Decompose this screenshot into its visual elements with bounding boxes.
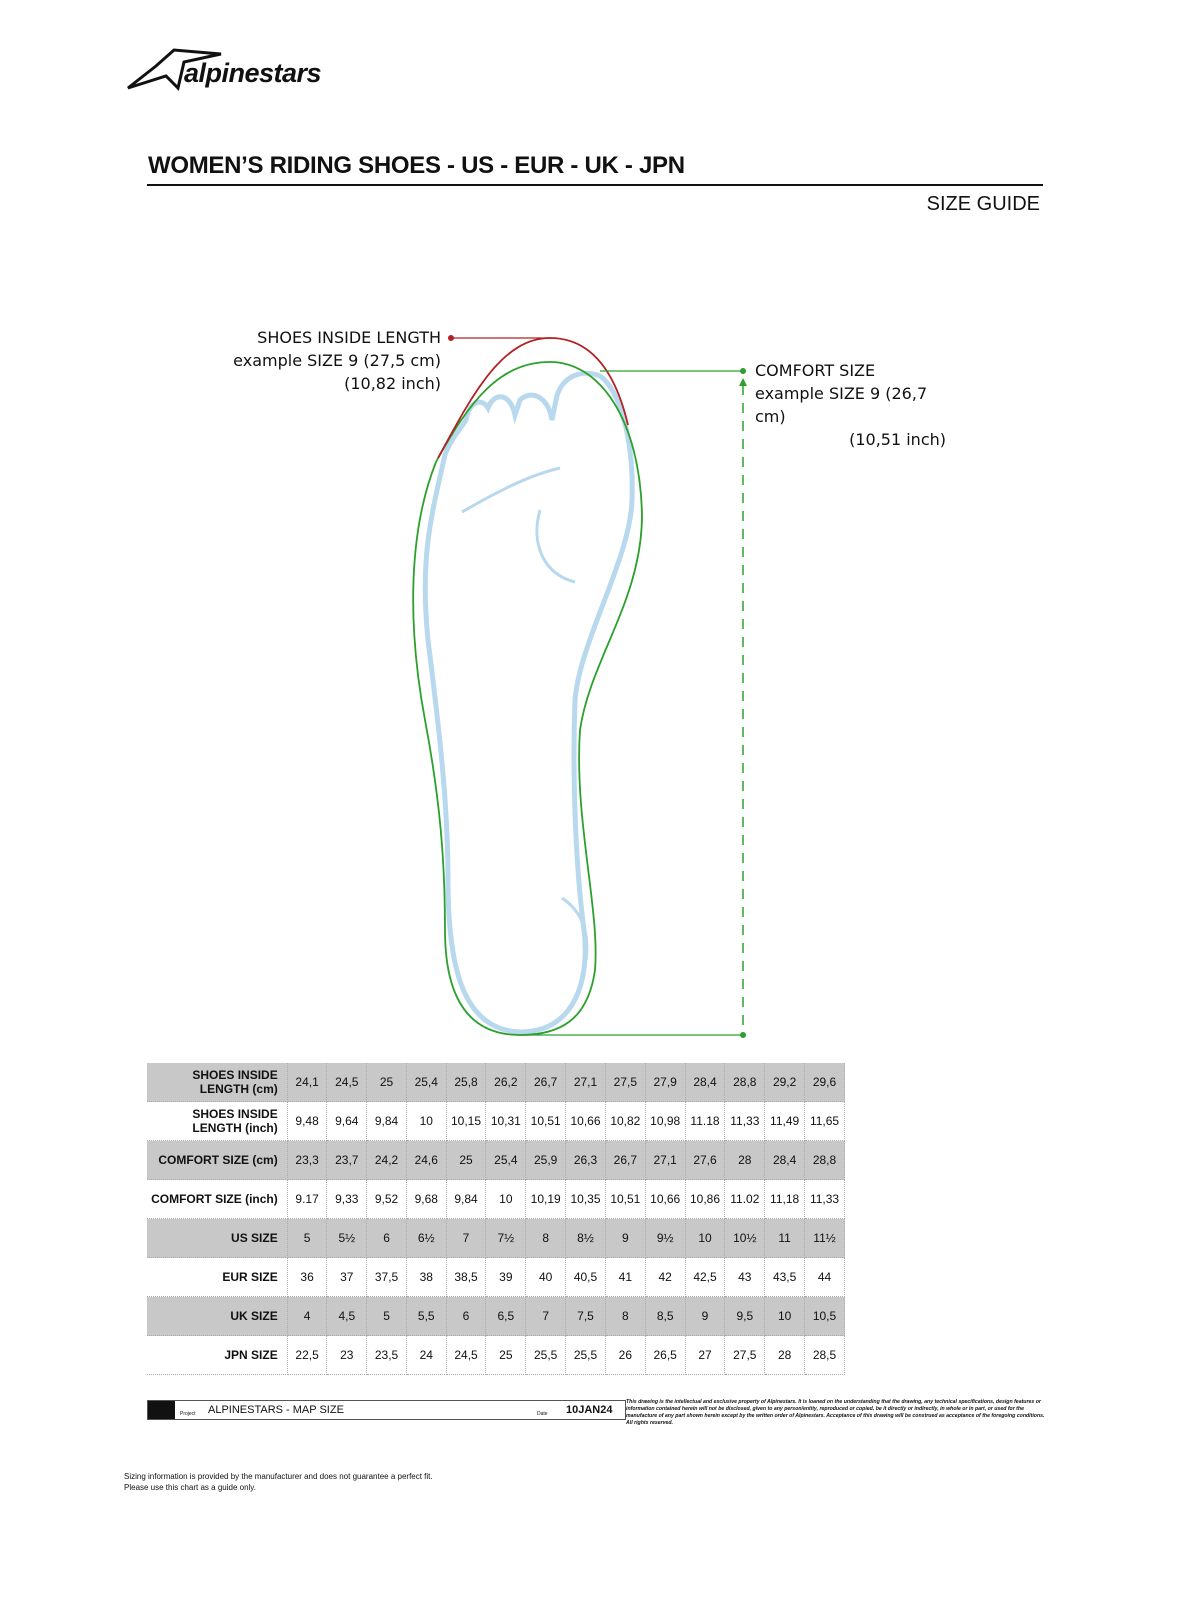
table-cell: 25,8	[446, 1063, 486, 1102]
table-cell: 7	[446, 1219, 486, 1258]
disclaimer-line-1: Sizing information is provided by the manufacturer and does not guarantee a perfect fit.	[124, 1472, 433, 1481]
table-cell: 23	[327, 1336, 367, 1375]
table-cell: 28,4	[685, 1063, 725, 1102]
table-cell: 10	[765, 1297, 805, 1336]
table-row	[147, 1102, 845, 1141]
table-row	[147, 1141, 845, 1180]
table-cell: 28,5	[805, 1336, 845, 1375]
table-row	[147, 1219, 845, 1258]
table-cell: 9,48	[287, 1102, 327, 1141]
table-cell: 37,5	[367, 1258, 407, 1297]
table-cell: 25,4	[486, 1141, 526, 1180]
table-cell: 40	[526, 1258, 566, 1297]
table-cell: 27,5	[605, 1063, 645, 1102]
table-cell: 27,6	[685, 1141, 725, 1180]
table-cell: 9,64	[327, 1102, 367, 1141]
table-cell: 11.02	[725, 1180, 765, 1219]
table-cell: 10,66	[645, 1180, 685, 1219]
table-cell: 9,84	[446, 1180, 486, 1219]
project-name: ALPINESTARS - MAP SIZE	[208, 1404, 344, 1416]
table-cell: 42,5	[685, 1258, 725, 1297]
table-cell: 23,3	[287, 1141, 327, 1180]
table-cell: 24,2	[367, 1141, 407, 1180]
table-cell: 9,84	[367, 1102, 407, 1141]
table-cell: 29,2	[765, 1063, 805, 1102]
table-cell: 37	[327, 1258, 367, 1297]
table-cell: 25,9	[526, 1141, 566, 1180]
inside-length-inch: (10,82 inch)	[344, 374, 441, 393]
row-header: SHOES INSIDE LENGTH (inch)	[147, 1102, 287, 1141]
table-cell: 10	[406, 1102, 446, 1141]
row-header: COMFORT SIZE (inch)	[147, 1180, 287, 1219]
table-cell: 9	[685, 1297, 725, 1336]
table-cell: 10½	[725, 1219, 765, 1258]
table-cell: 40,5	[566, 1258, 606, 1297]
table-cell: 26,7	[605, 1141, 645, 1180]
table-cell: 43	[725, 1258, 765, 1297]
table-cell: 6½	[406, 1219, 446, 1258]
table-cell: 11,33	[725, 1102, 765, 1141]
table-cell: 7½	[486, 1219, 526, 1258]
table-cell: 24,5	[446, 1336, 486, 1375]
row-header: COMFORT SIZE (cm)	[147, 1141, 287, 1180]
table-cell: 9½	[645, 1219, 685, 1258]
table-cell: 27,9	[645, 1063, 685, 1102]
table-cell: 26,3	[566, 1141, 606, 1180]
table-cell: 11	[765, 1219, 805, 1258]
table-cell: 7	[526, 1297, 566, 1336]
table-cell: 24,1	[287, 1063, 327, 1102]
table-cell: 28,4	[765, 1141, 805, 1180]
comfort-title: COMFORT SIZE	[755, 361, 876, 380]
table-cell: 10,82	[605, 1102, 645, 1141]
table-cell: 5	[367, 1297, 407, 1336]
table-cell: 10,15	[446, 1102, 486, 1141]
table-cell: 7,5	[566, 1297, 606, 1336]
table-cell: 5½	[327, 1219, 367, 1258]
page-title: WOMEN’S RIDING SHOES - US - EUR - UK - JPN	[148, 152, 685, 179]
brand-logo-text: alpinestars	[184, 58, 322, 88]
table-cell: 43,5	[765, 1258, 805, 1297]
table-cell: 38	[406, 1258, 446, 1297]
table-cell: 26	[605, 1336, 645, 1375]
table-cell: 27,5	[725, 1336, 765, 1375]
table-cell: 10	[486, 1180, 526, 1219]
comfort-inch: (10,51 inch)	[849, 430, 946, 449]
inside-length-example: example SIZE 9 (27,5 cm)	[233, 351, 441, 370]
table-row	[147, 1063, 845, 1102]
table-cell: 11,65	[805, 1102, 845, 1141]
table-row	[147, 1258, 845, 1297]
table-cell: 26,5	[645, 1336, 685, 1375]
row-header: JPN SIZE	[147, 1336, 287, 1375]
table-cell: 28,8	[805, 1141, 845, 1180]
table-cell: 28	[765, 1336, 805, 1375]
table-cell: 6	[367, 1219, 407, 1258]
table-cell: 25,5	[526, 1336, 566, 1375]
foot-shape	[425, 373, 632, 1032]
table-cell: 42	[645, 1258, 685, 1297]
table-cell: 10,35	[566, 1180, 606, 1219]
table-cell: 22,5	[287, 1336, 327, 1375]
table-cell: 9	[605, 1219, 645, 1258]
table-cell: 23,5	[367, 1336, 407, 1375]
table-cell: 6	[446, 1297, 486, 1336]
table-cell: 4,5	[327, 1297, 367, 1336]
table-cell: 27,1	[645, 1141, 685, 1180]
inside-length-title: SHOES INSIDE LENGTH	[257, 328, 441, 347]
table-cell: 25	[446, 1141, 486, 1180]
row-header: SHOES INSIDE LENGTH (cm)	[147, 1063, 287, 1102]
inside-length-label	[200, 326, 441, 395]
table-cell: 28,8	[725, 1063, 765, 1102]
table-row	[147, 1336, 845, 1375]
table-cell: 10,19	[526, 1180, 566, 1219]
table-cell: 5	[287, 1219, 327, 1258]
table-cell: 28	[725, 1141, 765, 1180]
table-cell: 24,5	[327, 1063, 367, 1102]
table-cell: 27	[685, 1336, 725, 1375]
table-cell: 24,6	[406, 1141, 446, 1180]
table-cell: 39	[486, 1258, 526, 1297]
table-cell: 10,66	[566, 1102, 606, 1141]
table-cell: 9.17	[287, 1180, 327, 1219]
table-cell: 44	[805, 1258, 845, 1297]
inside-length-outline	[438, 338, 628, 458]
table-cell: 10	[685, 1219, 725, 1258]
table-cell: 10,5	[805, 1297, 845, 1336]
table-cell: 4	[287, 1297, 327, 1336]
comfort-size-outline	[413, 362, 642, 1035]
table-cell: 5,5	[406, 1297, 446, 1336]
table-cell: 25,5	[566, 1336, 606, 1375]
table-cell: 23,7	[327, 1141, 367, 1180]
table-cell: 24	[406, 1336, 446, 1375]
table-cell: 11,33	[805, 1180, 845, 1219]
table-row	[147, 1180, 845, 1219]
table-cell: 11½	[805, 1219, 845, 1258]
table-cell: 9,68	[406, 1180, 446, 1219]
table-cell: 10,31	[486, 1102, 526, 1141]
comfort-size-label	[755, 359, 946, 451]
date-label: Date	[537, 1411, 548, 1417]
table-cell: 41	[605, 1258, 645, 1297]
table-cell: 9,52	[367, 1180, 407, 1219]
table-cell: 10,86	[685, 1180, 725, 1219]
table-cell: 9,5	[725, 1297, 765, 1336]
table-cell: 6,5	[486, 1297, 526, 1336]
table-cell: 10,51	[526, 1102, 566, 1141]
table-cell: 8	[605, 1297, 645, 1336]
table-cell: 8½	[566, 1219, 606, 1258]
table-cell: 29,6	[805, 1063, 845, 1102]
legal-notice: This drawing is the intellectual and exclusive property of Alpinestars. It is loaned on the understanding that the drawing, any technical specifications, design features or information contained herein will not be disclosed, given to any person/entity, reproduced or copied, be it directly or indirectly, in whole or in part, or used for the manufacture of any part shown herein except by the written order of Alpinestars. Acceptance of this drawing will be construed as acceptance of the foregoing conditions. All rights reserved.	[626, 1399, 1045, 1426]
table-cell: 26,2	[486, 1063, 526, 1102]
table-row	[147, 1297, 845, 1336]
row-header: EUR SIZE	[147, 1258, 287, 1297]
table-cell: 25	[367, 1063, 407, 1102]
disclaimer-line-2: Please use this chart as a guide only.	[124, 1483, 256, 1492]
row-header: UK SIZE	[147, 1297, 287, 1336]
table-cell: 8	[526, 1219, 566, 1258]
table-cell: 10,98	[645, 1102, 685, 1141]
date-value: 10JAN24	[566, 1404, 613, 1416]
table-cell: 25	[486, 1336, 526, 1375]
comfort-example: example SIZE 9 (26,7 cm)	[755, 384, 928, 426]
size-table	[147, 1063, 845, 1375]
disclaimer-note	[124, 1471, 433, 1493]
table-cell: 25,4	[406, 1063, 446, 1102]
project-label: Project	[180, 1411, 196, 1417]
table-cell: 11,49	[765, 1102, 805, 1141]
page-subtitle: SIZE GUIDE	[926, 193, 1040, 215]
table-cell: 11.18	[685, 1102, 725, 1141]
table-cell: 36	[287, 1258, 327, 1297]
row-header: US SIZE	[147, 1219, 287, 1258]
table-cell: 11,18	[765, 1180, 805, 1219]
table-cell: 27,1	[566, 1063, 606, 1102]
table-cell: 26,7	[526, 1063, 566, 1102]
table-cell: 38,5	[446, 1258, 486, 1297]
table-cell: 10,51	[605, 1180, 645, 1219]
table-cell: 9,33	[327, 1180, 367, 1219]
table-cell: 8,5	[645, 1297, 685, 1336]
